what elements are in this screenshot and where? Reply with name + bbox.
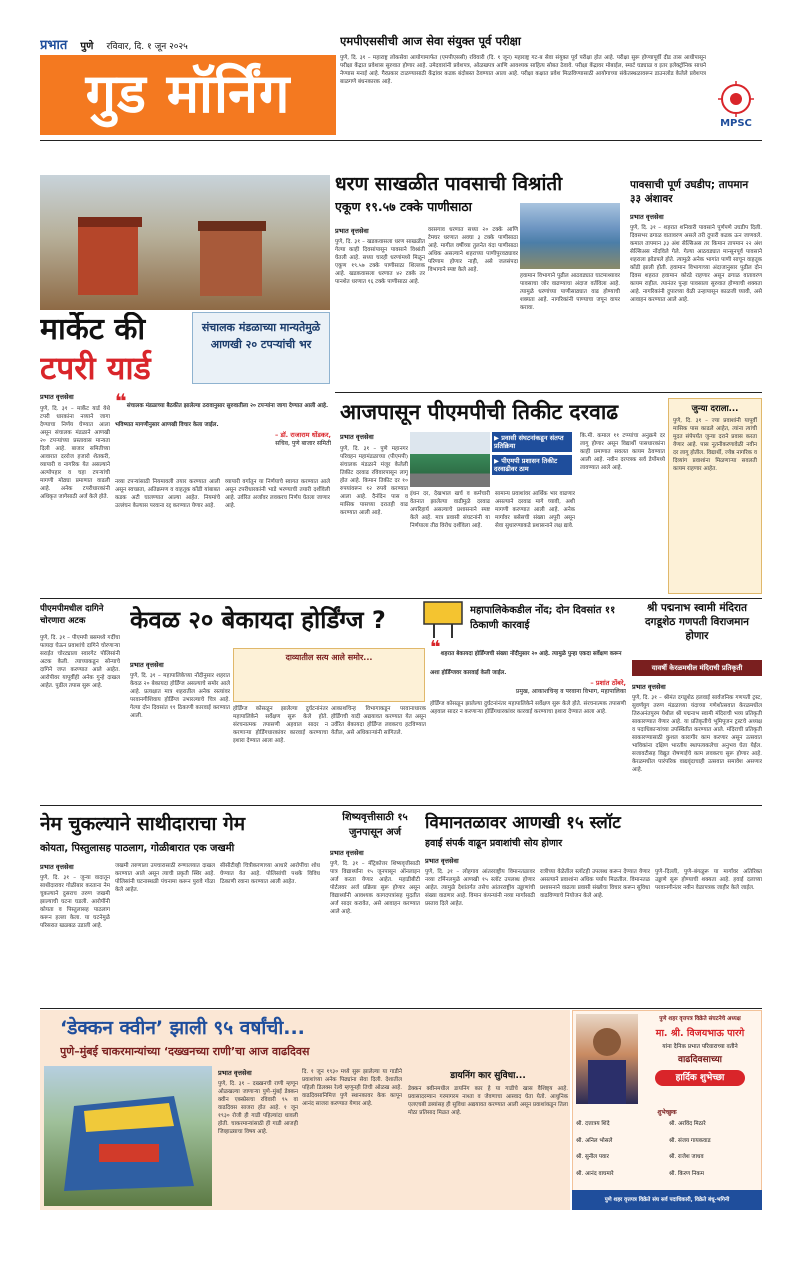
hoardings-quote — [430, 640, 626, 698]
game-body-3: सीसीटीव्ही चित्रीकरणाच्या आधारे आरोपींचा शोध घेण्यात येत आहे. पोलिसांची पथके विविध ठिकाणी रवाना करण्यात आली आहेत. — [220, 863, 320, 885]
rule-4 — [40, 1008, 762, 1009]
stalls-image-icon — [40, 175, 330, 310]
pmp-bullet-1: ▶ प्रवासी संघटनांकडून संतप्त प्रतिक्रिया — [492, 432, 572, 452]
rule-3 — [40, 805, 762, 806]
city-label: पुणे — [80, 41, 94, 52]
temple-subhead-bar — [632, 660, 762, 676]
airport-byline: प्रभात वृत्तसेवा — [425, 857, 459, 865]
mpsc-emblem-icon — [710, 80, 762, 118]
date-line: रविवार, दि. १ जून २०२५ — [106, 42, 188, 52]
ad-line3: वाढदिवसाच्या — [677, 1055, 723, 1065]
game-body-1: पुणे, दि. ३१ – जुन्या वादातून साथीदारावर गोळीबार करताना नेम चुकल्याने दुसराच तरुण जखमी झाल्याची घटना घडली. आरोपींनी कोयता व पिस्तुलासह पाठलाग करून हल्ला केला. या घटनेमुळे परिसरात खळबळ उडाली आहे. — [40, 875, 110, 929]
market-body-3: व्यापारी वर्गातून या निर्णयाचे स्वागत करण्यात आले असून टपरीधारकांनी भाडे भरण्याची तयारी दर्शविली आहे. उर्वरित अर्जांवर लवकरच निर्णय घेतला जाणार आहे. — [225, 479, 330, 509]
temple-subhead: यावर्षी केरळमधील मंदिराची प्रतिकृती — [651, 664, 743, 672]
ad-well-wishers — [576, 1120, 758, 1186]
deccan-byline: प्रभात वृत्तसेवा — [218, 1069, 252, 1077]
deccan-body-1: पुणे, दि. ३१ – दख्खनची राणी म्हणून ओळखल्या जाणाऱ्या पुणे–मुंबई डेक्कन क्वीन एक्स्प्रेसचा रविवारी ९५ वा वाढदिवस साजरा होत आहे. १ जून १९३० रोजी ही गाडी पहिल्यांदा धावली होती. चाकरमान्यांसाठी ही गाडी आजही जिव्हाळ्याचा विषय आहे. — [218, 1081, 298, 1135]
old-rates-body: पुणे, दि. ३१ – ज्या प्रवाशांनी यापूर्वी मासिक पास काढले आहेत, त्यांना त्यांची मुदत संपेपर्यंत जुन्या दराने प्रवास करता येणार आहे. पास नूतनीकरणावेळी नवीन दर लागू होतील. विद्यार्थी, ज्येष्ठ नागरिक व दिव्यांग प्रवाशांना मिळणाऱ्या सवलती कायम राहणार आहेत. — [673, 418, 757, 472]
rain-byline: प्रभात वृत्तसेवा — [630, 213, 664, 221]
hoardings-side-box — [233, 648, 425, 702]
ad-portrait — [576, 1014, 638, 1104]
hoardings-body-1: पुणे, दि. ३१ – महापालिकेच्या नोंदीनुसार शहरात केवळ २० बेकायदा होर्डिंग्ज असल्याचे समोर आले आहे. प्रत्यक्षात मात्र शहरातील अनेक रस्त्यांवर परवानगीशिवाय होर्डिंग्ज उभारल्याचे चित्र आहे. गेल्या दोन दिवसांत ११ ठिकाणी कारवाई करण्यात आली. — [130, 673, 230, 719]
arrow-icon: ▶ — [494, 434, 502, 442]
hoardings-body-3: आकाशचिन्ह विभागाकडून परवानाधारक होर्डिंगची यादी अद्ययावत करण्यात येत असून उर्वरित बेकायदा होर्डिंग्ज लवकरच हटविण्यात येतील, असे अधिकाऱ्यांनी सांगितले. — [331, 706, 426, 736]
well-wisher: श्री. किरण निकम — [669, 1170, 705, 1177]
rain-headline: पावसाची पूर्ण उघडीप; तापमान ३३ अंशावर — [630, 179, 749, 205]
scholarship-byline: प्रभात वृत्तसेवा — [330, 849, 364, 857]
ad-subtitle: शुभेच्छुक — [657, 1109, 677, 1116]
market-quote-text: संचालक मंडळाच्या बैठकीत झालेल्या ठरावानुसार सुरुवातीला २० टपऱ्यांना जागा देण्यात आली आहे. भविष्यात मागणीनुसार आणखी विचार केला जाईल. — [115, 403, 329, 428]
airport-subhead: हवाई संपर्क वाढून प्रवाशांची सोय होणार — [425, 838, 563, 849]
hoardings-quote-author: – प्रशांत ठोंबरे, — [590, 679, 626, 687]
game-headline: नेम चुकल्याने साथीदाराचा गेम — [40, 813, 246, 835]
hoardings-body-4: होर्डिंग्ज कोसळून झालेल्या दुर्घटनांनंतर महापालिकेने सर्वेक्षण सुरू केले होते. संरचनात्मक तपासणी अहवाल सादर न करणाऱ्या होर्डिंगधारकांवर कारवाई करण्याचा इशारा देण्यात आला आहे. — [430, 701, 626, 715]
airport-headline: विमानतळावर आणखी १५ स्लॉट — [425, 813, 621, 833]
old-rates-box — [668, 398, 762, 594]
market-body-2: नव्या टपऱ्यांसाठी नियमावली तयार करण्यात आली असून स्वच्छता, अतिक्रमण व वाहतूक कोंडी यांबाबत कडक अटी घालण्यात आल्या आहेत. नियमांचे उल्लंघन केल्यास परवाना रद्द करण्यात येणार आहे. — [115, 479, 220, 509]
market-byline: प्रभात वृत्तसेवा — [40, 393, 74, 401]
ad-wish: हार्दिक शुभेच्छा — [655, 1070, 745, 1086]
mpsc-headline: एमपीएससीची आज सेवा संयुक्त पूर्व परीक्षा — [340, 34, 521, 48]
rule-1 — [335, 392, 762, 393]
arrow-icon: ▶ — [494, 457, 502, 465]
well-wisher: श्री. दत्तात्रय शिंदे — [576, 1121, 610, 1127]
dam-photo — [520, 203, 620, 269]
ad-title: पुणे शहर वृत्तपत्र विक्रेते संघटनेचे अध्यक्ष — [659, 1016, 741, 1022]
ad-footer-bar — [572, 1190, 762, 1210]
hoardings-byline: प्रभात वृत्तसेवा — [130, 661, 164, 669]
hoardings-subhead: महापालिकेकडील नोंद; दोन दिवसांत ११ ठिकाणी कारवाई — [470, 605, 616, 631]
quote-mark-icon: ❝ — [430, 640, 441, 658]
market-quote-role: सचिव, पुणे बाजार समिती — [275, 440, 331, 447]
temple-headline: श्री पद्मनाभ स्वामी मंदिरात दगडूशेठ गणपती विराजमान होणार — [644, 602, 749, 642]
dam-byline: प्रभात वृत्तसेवा — [335, 227, 369, 235]
dam-body-3: हवामान विभागाने पुढील आठवड्यात घाटमाथ्यावर पावसाचा जोर वाढण्याचा अंदाज वर्तविला आहे. त्यामुळे धरणांच्या पाणीसाठ्यात वाढ होण्याची शक्यता आहे. नागरिकांनी पाण्याचा जपून वापर करावा. — [520, 273, 620, 311]
game-body-2: जखमी तरुणाला उपचारासाठी रुग्णालयात दाखल करण्यात आले असून त्याची प्रकृती स्थिर आहे. पोलिसांनी घटनास्थळी पंचनामा करून पुरावे गोळा केले आहेत. — [115, 863, 215, 893]
section-title: गुड मॉर्निंग — [85, 62, 291, 125]
airport-body-2: रात्रीच्या वेळेतील स्लॉटही उपलब्ध करून देण्यात येणार असल्याने प्रवाशांना अधिक पर्याय मिळतील. विमानतळ प्रशासनाने वाढत्या प्रवासी संख्येचा विचार करून सुविधा वाढविण्याचे नियोजन केले आहे. — [540, 869, 650, 899]
mpsc-body: पुणे, दि. ३१ – महाराष्ट्र लोकसेवा आयोगामार्फत (एमपीएससी) रविवारी (दि. १ जून) महाराष्ट्र गट-ब सेवा संयुक्त पूर्व परीक्षा होत आहे. परीक्षा सुरू होण्यापूर्वी दीड तास आधीपासून परीक्षा केंद्रात प्रवेशास सुरुवात होणार आहे. उमेदवारांनी प्रवेशपत्र, ओळखपत्र आणि आवश्यक साहित्य सोबत ठेवावे. परीक्षा केंद्रावर मोबाईल, स्मार्ट घड्याळ व इतर इलेक्ट्रॉनिक साधने नेण्यास मनाई आहे. गैरप्रकार टाळण्यासाठी केंद्रांवर कडक बंदोबस्त ठेवण्यात आला आहे. परीक्षा कक्षात प्रवेश मिळविण्यासाठी आयोगाच्या संकेतस्थळावरून डाउनलोड केलेले प्रवेशपत्र बाळगणे बंधनकारक आहे. — [340, 55, 706, 85]
market-photo — [40, 175, 330, 310]
dam-body-1: पुणे, दि. ३१ – खडकवासला धरण साखळीत गेल्या काही दिवसांपासून पावसाने विश्रांती घेतली आहे. सध्या चारही धरणांमध्ये मिळून एकूण १९.५७ टक्के पाणीसाठा शिल्लक आहे. खडकवासला धरणात ४२ टक्के तर पानशेत धरणात १६ टक्के पाणीसाठा आहे. — [335, 239, 425, 285]
brand-logo: प्रभात — [40, 38, 68, 52]
rain-body: पुणे, दि. ३१ – शहरात शनिवारी पावसाने पूर्णपणे उघडीप दिली. दिवसभर ढगाळ वातावरण असले तरी दुपारी कडक ऊन जाणवले. कमाल तापमान ३३ अंश सेल्सिअस तर किमान तापमान २२ अंश सेल्सिअस नोंदविले गेले. गेल्या आठवड्यात मान्सूनपूर्व पावसाने शहराला झोडपले होते. त्यामुळे अनेक भागांत पाणी साचून वाहतूक कोंडी झाली होती. हवामान विभागाच्या अंदाजानुसार पुढील दोन दिवस शहरात हवामान कोरडे राहणार असून ढगाळ वातावरण कायम राहील. त्यानंतर पुन्हा पावसाला सुरुवात होण्याची शक्यता आहे. नागरिकांनी दुपारच्या वेळी उन्हापासून काळजी घ्यावी, असे आवाहन करण्यात आले आहे. — [630, 225, 762, 303]
billboard-icon — [420, 598, 466, 640]
old-rates-title: जुन्या दराला... — [691, 404, 739, 414]
market-title — [40, 312, 210, 392]
section-banner — [40, 55, 336, 135]
masthead-bar — [40, 34, 336, 52]
well-wisher: श्री. अनिल भोसले — [576, 1137, 613, 1144]
airport-body-3: पुणे–दिल्ली, पुणे–बंगळुरू या मार्गांवर अतिरिक्त उड्डाणे सुरू होण्याची शक्यता आहे. हवाई दलाच्या परवानगीनंतर नवीन वेळापत्रक जाहीर केले जाईल. — [655, 869, 762, 891]
well-wisher: श्री. अरविंद मिठारे — [669, 1121, 706, 1127]
game-byline: प्रभात वृत्तसेवा — [40, 863, 74, 871]
dining-headline: डायनिंग कार सुविधा... — [450, 1071, 526, 1081]
deccan-headline: ‘डेक्कन क्वीन’ झाली ९५ वर्षांची... — [60, 1017, 305, 1039]
dam-subhead: एकूण १९.५७ टक्के पाणीसाठा — [335, 199, 472, 214]
scholarship-headline: शिष्यवृत्तीसाठी १५ जुनपासून अर्ज — [342, 812, 408, 838]
ad-footer: पुणे शहर वृत्तपत्र विक्रेते संघ सर्व पदाधिकारी, विक्रेते बंधू-भगिनी — [604, 1197, 730, 1203]
temple-body: पुणे, दि. ३१ – श्रीमंत दगडूशेठ हलवाई सार्वजनिक गणपती ट्रस्ट, सुवर्णयुग तरुण मंडळाच्या यंदाच्या गणेशोत्सवात केरळमधील तिरुअनंतपुरम येथील श्री पद्मनाभ स्वामी मंदिराची भव्य प्रतिकृती साकारण्यात येणार आहे. या प्रतिकृतीचे भूमिपूजन ट्रस्टचे अध्यक्ष व पदाधिकाऱ्यांच्या उपस्थितीत करण्यात आले. मंदिराची प्रतिकृती साकारण्यासाठी कुशल कारागीर काम करणार असून उत्सवात भाविकांना दक्षिण भारतीय स्थापत्यकलेचा अनुभव घेता येईल. सजावटीसह विद्युत रोषणाईचे काम लवकरच सुरू होणार आहे. केरळमधील पारंपरिक वाद्यवृंदाचाही उत्सवात समावेश असणार आहे. — [632, 695, 762, 773]
hoardings-side-title: दाव्यातील सत्य आले समोर... — [285, 653, 373, 662]
market-callout-box — [192, 312, 330, 384]
airport-body-1: पुणे, दि. ३१ – लोहगाव आंतरराष्ट्रीय विमानतळावर नव्या टर्मिनलमुळे आणखी १५ स्लॉट उपलब्ध होणार आहेत. त्यामुळे देशांतर्गत तसेच आंतरराष्ट्रीय उड्डाणांची संख्या वाढणार आहे. विमान कंपन्यांनी नव्या मार्गांसाठी प्रस्ताव दिले आहेत. — [425, 869, 535, 907]
ad-line2: यांना दैनिक प्रभात परिवाराच्या वतीने — [662, 1044, 738, 1050]
pmp-bullet-2: ▶ पीएमपी प्रशासन तिकीट दरवाढीवर ठाम — [492, 455, 572, 475]
pmp-bus-photo — [410, 432, 490, 487]
mpsc-logo-text: MPSC — [720, 118, 752, 129]
market-title-line1: मार्केट की — [40, 312, 146, 347]
deccan-train-photo — [44, 1066, 212, 1206]
well-wisher: श्री. संजय गायकवाड — [669, 1137, 711, 1144]
temple-header — [632, 598, 762, 658]
hoardings-body-2: होर्डिंग्ज कोसळून झालेल्या दुर्घटनांनंतर महापालिकेने सर्वेक्षण सुरू केले होते. संरचनात्मक तपासणी अहवाल सादर न करणाऱ्या होर्डिंगधारकांवर कारवाई करण्याचा इशारा देण्यात आला आहे. — [233, 706, 328, 744]
hoardings-quote-text: शहरात बेकायदा होर्डिंग्जची संख्या नोंदीनुसार २० आहे. त्यामुळे पुन्हा एकदा सर्वेक्षण करून अशा होर्डिंग्जवर कारवाई केली जाईल. — [430, 651, 622, 676]
ad-name: मा. श्री. विजयभाऊ पारगे — [655, 1028, 745, 1039]
hoardings-quote-role: प्रमुख, आकाशचिन्ह व परवाना विभाग, महापालिका — [515, 688, 626, 695]
pmp-byline: प्रभात वृत्तसेवा — [340, 433, 374, 441]
market-quote — [115, 392, 331, 476]
deccan-subhead: पुणे–मुंबई चाकरमान्यांच्या ‘दख्खनच्या राणी’चा आज वाढदिवस — [60, 1045, 310, 1058]
thief-body: पुणे, दि. ३१ – पीएमपी बसमध्ये गर्दीचा फायदा घेऊन प्रवाशांचे दागिने चोरणाऱ्या सराईत चोरट्याला स्वारगेट पोलिसांनी अटक केली. त्याच्याकडून सोन्याचे दागिने जप्त करण्यात आले आहेत. आरोपीवर यापूर्वीही अनेक गुन्हे दाखल आहेत. पुढील तपास सुरू आहे. — [40, 635, 120, 689]
market-title-line2: टपरी यार्ड — [40, 349, 151, 387]
scholarship-body: पुणे, दि. ३१ – मॅट्रिकोत्तर शिष्यवृत्तीसाठी पात्र विद्यार्थ्यांना १५ जूनपासून ऑनलाइन अर्ज करता येणार आहेत. महाडीबीटी पोर्टलवर अर्ज प्रक्रिया सुरू होणार असून विद्यार्थ्यांनी आवश्यक कागदपत्रांसह मुदतीत अर्ज सादर करावेत, असे आवाहन करण्यात आले आहे. — [330, 861, 420, 915]
masthead-rule — [40, 140, 762, 141]
pmp-headline: आजपासून पीएमपीची तिकीट दरवाढ — [340, 400, 619, 424]
dam-headline: धरण साखळीत पावसाची विश्रांती — [335, 173, 563, 195]
well-wisher: श्री. राजेश जाधव — [669, 1154, 704, 1160]
train-image-icon — [44, 1066, 212, 1206]
dining-body: डेक्कन क्वीनमधील डायनिंग कार हे या गाडीचे खास वैशिष्ट्य आहे. प्रवासादरम्यान गरमागरम नाश्ता व जेवणाचा आस्वाद घेता येतो. आधुनिक एलएचबी डब्यांसह ही सुविधा अद्ययावत करण्यात आली असून प्रवाशांकडून तिला मोठा प्रतिसाद मिळत आहे. — [408, 1086, 568, 1116]
person-portrait-icon — [576, 1014, 638, 1104]
pmp-bullets — [492, 432, 572, 490]
hoarding-illustration — [420, 598, 466, 640]
temple-byline: प्रभात वृत्तसेवा — [632, 683, 666, 691]
quote-mark-icon: ❝ — [115, 392, 127, 413]
pmp-body-3: सामान्य प्रवाशांवर आर्थिक भार वाढणार असल्याने दरवाढ मागे घ्यावी, अशी मागणी करण्यात आली आहे. अनेक मार्गांवर बसेसची संख्या अपुरी असून सेवा सुधारण्याकडे प्रशासनाने लक्ष द्यावे. — [495, 491, 575, 529]
game-subhead: कोयता, पिस्तुलासह पाठलाग, गोळीबारात एक जखमी — [40, 843, 235, 854]
pmp-body-1: पुणे, दि. ३१ – पुणे महानगर परिवहन महामंडळाच्या (पीएमपी) संचालक मंडळाने मंजूर केलेली तिकीट दरवाढ रविवारपासून लागू होत आहे. किमान तिकीट दर १० रुपयांवरून १२ रुपये करण्यात आला आहे. दैनंदिन पास व मासिक पासच्या दरातही वाढ करण्यात आली आहे. — [340, 446, 408, 516]
market-quote-author: – डॉ. राजाराम धोंडकर, — [274, 431, 331, 439]
deccan-body-2: दि. १ जून १९३० मध्ये सुरू झालेल्या या गाडीने प्रवाशांच्या अनेक पिढ्यांना सेवा दिली. देशातील पहिली डिलक्स रेल्वे म्हणूनही तिची ओळख आहे. वाढदिवसानिमित्त पुणे स्थानकावर केक कापून आनंद साजरा करण्यात येणार आहे. — [302, 1069, 402, 1107]
hoardings-headline: केवळ २० बेकायदा होर्डिंग्ज ? — [130, 606, 386, 634]
mpsc-logo — [710, 80, 762, 136]
dam-body-2: वरसगाव धरणात सध्या २० टक्के आणि टेमघर धरणात अवघा ३ टक्के पाणीसाठा आहे. मागील वर्षीच्या तुलनेत यंदा पाणीसाठा अधिक असल्याने शहराच्या पाणीपुरवठ्यावर परिणाम होणार नाही, असे जलसंपदा विभागाने स्पष्ट केले आहे. — [428, 227, 518, 273]
thief-headline: पीएमपीमधील दागिने चोरणारा अटक — [40, 604, 104, 626]
well-wisher: श्री. आनंद वाघमारे — [576, 1170, 614, 1177]
pmp-body-4: कि.मी. कमाल ११ टप्प्यांचा अनुक्रमे दर लागू होणार असून विद्यार्थी पासधारकांना काही प्रमाणात सवलत कायम ठेवण्यात आली आहे. नवीन दरपत्रक सर्व डेपोंमध्ये लावण्यात आले आहे. — [580, 433, 665, 471]
well-wisher: श्री. सुनील पवार — [576, 1154, 609, 1160]
market-body-1: पुणे, दि. ३१ – मार्केट यार्ड येथे टपरी धारकांना नव्याने जागा देण्याचा निर्णय घेण्यात आला असून संचालक मंडळाने आणखी २० टपऱ्यांच्या प्रस्तावास मान्यता दिली आहे. बाजार समितीच्या आवारात दररोज हजारो शेतकरी, व्यापारी व नागरिक येत असल्याने अल्पोपहार व चहा टपऱ्यांची मागणी मोठ्या प्रमाणात वाढली आहे. अनेक टपरीधारकांनी अधिकृत जागेसाठी अर्ज केले होते. — [40, 406, 110, 500]
pmp-body-2: इंधन दर, देखभाल खर्च व कर्मचारी वेतनात झालेल्या वाढीमुळे दरवाढ अपरिहार्य असल्याचे प्रशासनाने स्पष्ट केले आहे. मात्र प्रवासी संघटनांनी या निर्णयाला तीव्र विरोध दर्शविला आहे. — [410, 491, 490, 529]
market-callout-text: संचालक मंडळाच्या मान्यतेमुळे आणखी २० टपऱ्यांची भर — [201, 321, 321, 351]
